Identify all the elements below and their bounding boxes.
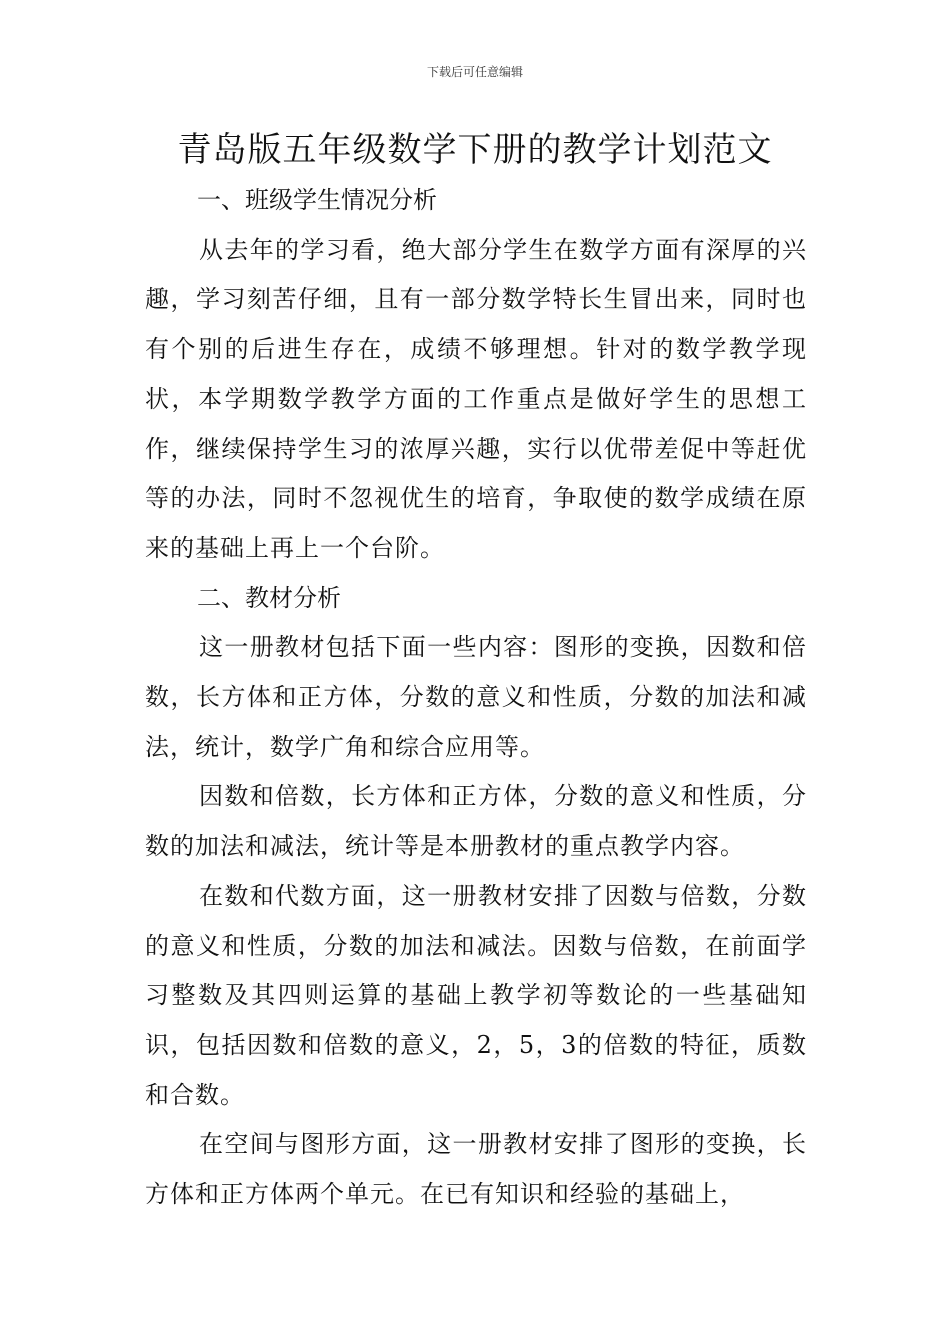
section-heading: 一、班级学生情况分析	[197, 186, 437, 214]
section-heading: 二、教材分析	[197, 583, 341, 612]
paragraph: 因数和倍数，长方体和正方体，分数的意义和性质，分数的加法和减法，统计等是本册教材的重点教学内容。	[145, 782, 807, 861]
document-title: 青岛版五年级数学下册的教学计划范文	[177, 130, 773, 170]
paragraph: 在空间与图形方面，这一册教材安排了图形的变换，长方体和正方体两个单元。在已有知识和经验的基础上，	[145, 1130, 807, 1209]
paragraph: 从去年的学习看，绝大部分学生在数学方面有深厚的兴趣，学习刻苦仔细，且有一部分数学特长生冒出来，同时也有个别的后进生存在，成绩不够理想。针对的数学教学现状，本学期数学教学方面的工作重点是做好学生的思想工作，继续保持学生习的浓厚兴趣，实行以优带差促中等赶优等的办法，同时不忽视优生的培育，争取使的数学成绩在原来的基础上再上一个台阶。	[145, 235, 807, 562]
paragraph: 这一册教材包括下面一些内容：图形的变换，因数和倍数，长方体和正方体，分数的意义和性质，分数的加法和减法，统计，数学广角和综合应用等。	[145, 633, 807, 761]
section-class-analysis	[145, 176, 807, 574]
page-header-note: 下载后可任意编辑	[426, 65, 523, 79]
document-body	[145, 176, 807, 1220]
paragraph: 在数和代数方面，这一册教材安排了因数与倍数，分数的意义和性质，分数的加法和减法。因数与倍数，在前面学习整数及其四则运算的基础上教学初等数论的一些基础知识，包括因数和倍数的意义，2，5，3的倍数的特征，质数和合数。	[145, 881, 807, 1109]
section-textbook-analysis	[145, 574, 807, 1220]
